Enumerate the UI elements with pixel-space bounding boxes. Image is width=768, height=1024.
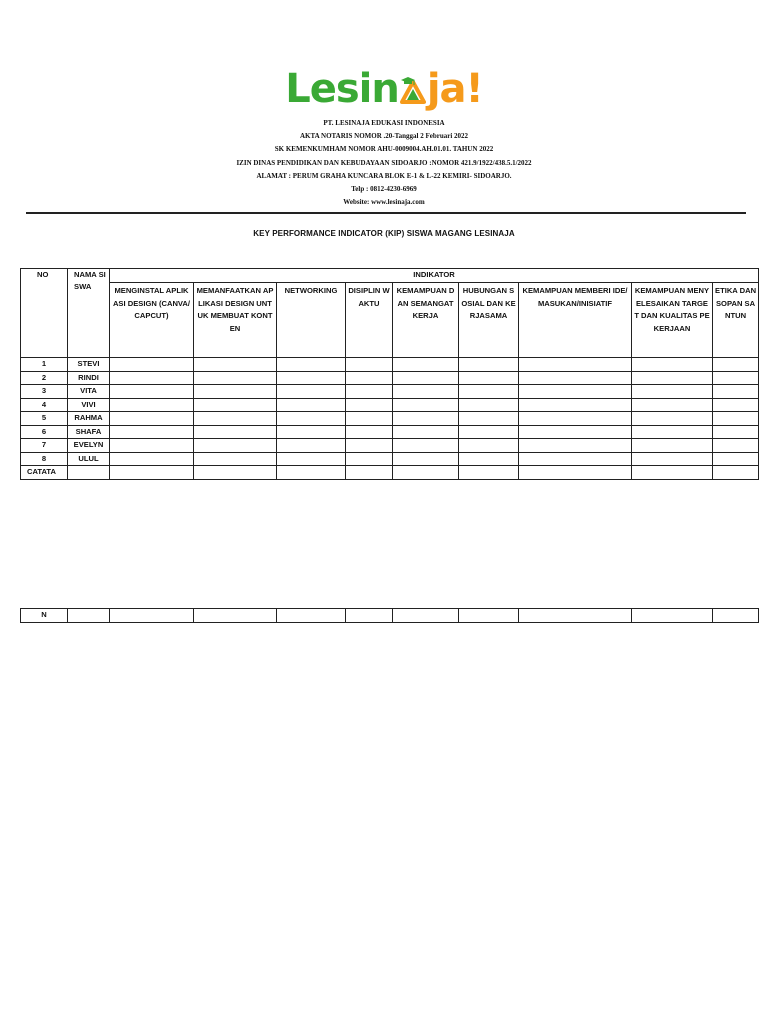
score-cell[interactable] xyxy=(459,425,519,439)
student-name: SHAFA xyxy=(68,425,110,439)
score-cell[interactable] xyxy=(277,452,346,466)
score-cell[interactable] xyxy=(459,439,519,453)
table-row xyxy=(21,452,759,466)
indicator-header: DISIPLIN WAKTU xyxy=(346,283,393,358)
document-title: KEY PERFORMANCE INDICATOR (KIP) SISWA MAGANG LESINAJA xyxy=(253,229,515,238)
score-cell[interactable] xyxy=(277,412,346,426)
score-cell[interactable] xyxy=(277,425,346,439)
score-cell[interactable] xyxy=(194,439,277,453)
header-no: NO xyxy=(21,269,68,358)
continuation-row xyxy=(21,609,759,623)
student-number: 1 xyxy=(21,358,68,372)
student-number: 7 xyxy=(21,439,68,453)
continuation-first-cell: N xyxy=(21,609,68,623)
score-cell[interactable] xyxy=(346,385,393,399)
izin-dinas: IZIN DINAS PENDIDIKAN DAN KEBUDAYAAN SIDOARJO :NOMOR 421.9/1922/438.5.1/2022 xyxy=(236,158,532,167)
table-row xyxy=(21,425,759,439)
score-cell[interactable] xyxy=(519,412,632,426)
score-cell[interactable] xyxy=(393,439,459,453)
score-cell[interactable] xyxy=(194,425,277,439)
score-cell[interactable] xyxy=(110,371,194,385)
letterhead xyxy=(0,117,768,209)
note-cell[interactable] xyxy=(393,466,459,480)
score-cell[interactable] xyxy=(110,439,194,453)
score-cell[interactable] xyxy=(459,412,519,426)
score-cell[interactable] xyxy=(632,412,713,426)
note-cell[interactable] xyxy=(68,466,110,480)
note-row xyxy=(21,466,759,480)
note-cell[interactable] xyxy=(110,466,194,480)
score-cell[interactable] xyxy=(194,371,277,385)
note-label: CATATA xyxy=(21,466,68,480)
score-cell[interactable] xyxy=(393,371,459,385)
website: Website: www.lesinaja.com xyxy=(343,198,425,207)
table-cell[interactable] xyxy=(110,609,194,623)
table-cell[interactable] xyxy=(277,609,346,623)
score-cell[interactable] xyxy=(277,371,346,385)
score-cell[interactable] xyxy=(277,385,346,399)
lesinaja-logo xyxy=(0,64,768,114)
score-cell[interactable] xyxy=(632,439,713,453)
table-cell[interactable] xyxy=(194,609,277,623)
score-cell[interactable] xyxy=(519,385,632,399)
student-number: 5 xyxy=(21,412,68,426)
score-cell[interactable] xyxy=(110,452,194,466)
table-row xyxy=(21,398,759,412)
header-divider xyxy=(26,212,746,214)
table-row xyxy=(21,385,759,399)
table-row xyxy=(21,412,759,426)
score-cell[interactable] xyxy=(519,452,632,466)
score-cell[interactable] xyxy=(110,412,194,426)
telephone: Telp : 0812-4230-6969 xyxy=(351,185,417,194)
kpi-table xyxy=(20,268,759,480)
score-cell[interactable] xyxy=(713,358,759,372)
score-cell[interactable] xyxy=(459,398,519,412)
score-cell[interactable] xyxy=(459,452,519,466)
table-cell[interactable] xyxy=(459,609,519,623)
indicator-header: MEMANFAATKAN APLIKASI DESIGN UNTUK MEMBUAT KONTEN xyxy=(194,283,277,358)
continuation-table xyxy=(20,608,759,623)
score-cell[interactable] xyxy=(110,425,194,439)
table-cell[interactable] xyxy=(393,609,459,623)
indicator-header: HUBUNGAN SOSIAL DAN KERJASAMA xyxy=(459,283,519,358)
student-name: EVELYN xyxy=(68,439,110,453)
table-cell[interactable] xyxy=(632,609,713,623)
graduation-cap-icon xyxy=(400,76,416,88)
score-cell[interactable] xyxy=(393,385,459,399)
score-cell[interactable] xyxy=(346,439,393,453)
score-cell[interactable] xyxy=(713,385,759,399)
note-cell[interactable] xyxy=(632,466,713,480)
score-cell[interactable] xyxy=(459,358,519,372)
student-name: RAHMA xyxy=(68,412,110,426)
score-cell[interactable] xyxy=(632,385,713,399)
table-cell[interactable] xyxy=(519,609,632,623)
note-cell[interactable] xyxy=(194,466,277,480)
student-number: 3 xyxy=(21,385,68,399)
table-row xyxy=(21,371,759,385)
score-cell[interactable] xyxy=(632,398,713,412)
score-cell[interactable] xyxy=(194,385,277,399)
score-cell[interactable] xyxy=(519,371,632,385)
score-cell[interactable] xyxy=(393,452,459,466)
header-nama-siswa: NAMA SISWA xyxy=(68,269,110,358)
company-name: PT. LESINAJA EDUKASI INDONESIA xyxy=(323,119,445,127)
score-cell[interactable] xyxy=(346,371,393,385)
table-row xyxy=(21,358,759,372)
note-cell[interactable] xyxy=(713,466,759,480)
indicator-header: NETWORKING xyxy=(277,283,346,358)
student-number: 8 xyxy=(21,452,68,466)
score-cell[interactable] xyxy=(194,398,277,412)
score-cell[interactable] xyxy=(713,452,759,466)
score-cell[interactable] xyxy=(346,425,393,439)
logo-triangle-icon xyxy=(400,76,426,104)
table-cell[interactable] xyxy=(713,609,759,623)
score-cell[interactable] xyxy=(632,358,713,372)
score-cell[interactable] xyxy=(393,398,459,412)
table-cell[interactable] xyxy=(68,609,110,623)
score-cell[interactable] xyxy=(346,412,393,426)
header-indikator: INDIKATOR xyxy=(110,269,759,283)
score-cell[interactable] xyxy=(713,412,759,426)
sk-kemenkumham: SK KEMENKUMHAM NOMOR AHU-0009004.AH.01.01. TAHUN 2022 xyxy=(274,145,494,154)
score-cell[interactable] xyxy=(346,358,393,372)
student-name: ULUL xyxy=(68,452,110,466)
indicator-header: KEMAMPUAN MEMBERI IDE/MASUKAN/INISIATIF xyxy=(519,283,632,358)
table-cell[interactable] xyxy=(346,609,393,623)
score-cell[interactable] xyxy=(713,398,759,412)
note-cell[interactable] xyxy=(346,466,393,480)
score-cell[interactable] xyxy=(632,452,713,466)
score-cell[interactable] xyxy=(277,398,346,412)
score-cell[interactable] xyxy=(519,398,632,412)
score-cell[interactable] xyxy=(194,358,277,372)
score-cell[interactable] xyxy=(632,425,713,439)
note-cell[interactable] xyxy=(519,466,632,480)
score-cell[interactable] xyxy=(346,452,393,466)
student-name: VIVI xyxy=(68,398,110,412)
score-cell[interactable] xyxy=(194,412,277,426)
student-name: RINDI xyxy=(68,371,110,385)
score-cell[interactable] xyxy=(110,358,194,372)
student-number: 6 xyxy=(21,425,68,439)
score-cell[interactable] xyxy=(632,371,713,385)
score-cell[interactable] xyxy=(459,371,519,385)
score-cell[interactable] xyxy=(194,452,277,466)
indicator-header: KEMAMPUAN DAN SEMANGAT KERJA xyxy=(393,283,459,358)
student-number: 2 xyxy=(21,371,68,385)
score-cell[interactable] xyxy=(393,358,459,372)
student-number: 4 xyxy=(21,398,68,412)
score-cell[interactable] xyxy=(713,439,759,453)
score-cell[interactable] xyxy=(519,358,632,372)
note-cell[interactable] xyxy=(459,466,519,480)
score-cell[interactable] xyxy=(459,385,519,399)
indicator-header: MENGINSTAL APLIKASI DESIGN (CANVA/CAPCUT) xyxy=(110,283,194,358)
score-cell[interactable] xyxy=(519,425,632,439)
score-cell[interactable] xyxy=(393,425,459,439)
student-name: VITA xyxy=(68,385,110,399)
address: ALAMAT : PERUM GRAHA KUNCARA BLOK E-1 & L-22 KEMIRI- SIDOARJO. xyxy=(256,171,512,180)
score-cell[interactable] xyxy=(277,439,346,453)
score-cell[interactable] xyxy=(519,439,632,453)
student-name: STEVI xyxy=(68,358,110,372)
table-row xyxy=(21,439,759,453)
note-cell[interactable] xyxy=(277,466,346,480)
akta-notaris: AKTA NOTARIS NOMOR .20-Tanggal 2 Februari 2022 xyxy=(299,132,469,141)
score-cell[interactable] xyxy=(110,385,194,399)
score-cell[interactable] xyxy=(713,425,759,439)
score-cell[interactable] xyxy=(110,398,194,412)
score-cell[interactable] xyxy=(393,412,459,426)
logo-text-part1: Lesin xyxy=(285,66,399,112)
score-cell[interactable] xyxy=(713,371,759,385)
score-cell[interactable] xyxy=(277,358,346,372)
logo-text-part2: ja! xyxy=(426,66,483,112)
indicator-header: ETIKA DAN SOPAN SANTUN xyxy=(713,283,759,358)
score-cell[interactable] xyxy=(346,398,393,412)
indicator-header: KEMAMPUAN MENYELESAIKAN TARGET DAN KUALITAS PEKERJAAN xyxy=(632,283,713,358)
